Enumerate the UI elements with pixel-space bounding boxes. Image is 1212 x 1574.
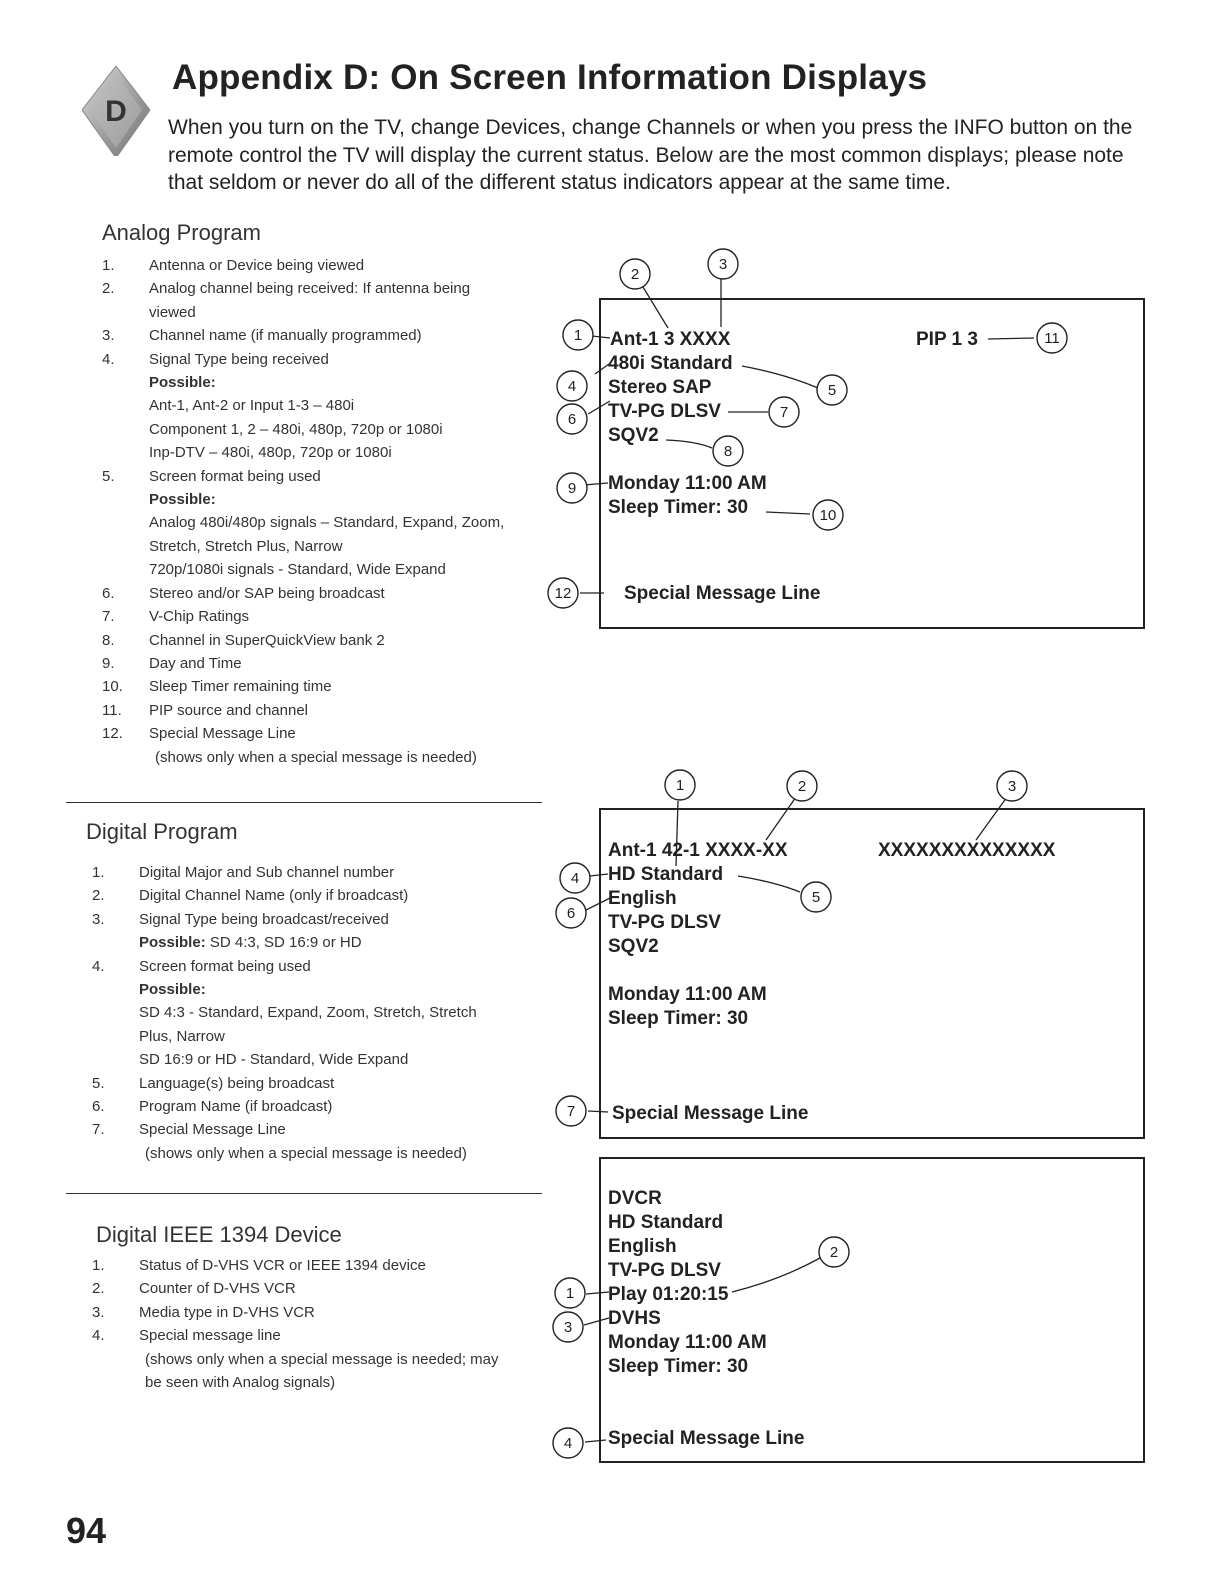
leader-line <box>584 1318 609 1325</box>
callout-screen3-3 <box>553 1312 583 1342</box>
callout-screen1-9 <box>557 473 587 503</box>
list-item-value: Ant-1, Ant-2 or Input 1-3 – 480i <box>149 397 355 415</box>
list-item-number: 6. <box>102 584 115 602</box>
callout-screen1-1 <box>563 320 593 350</box>
list-item-number: 1. <box>102 257 115 274</box>
list-item-value: Sleep Timer remaining time <box>149 678 332 696</box>
list-item-value: Program Name (if broadcast) <box>139 1098 333 1116</box>
callout-number: 1 <box>675 777 685 794</box>
list-item-number: 3. <box>92 1303 105 1321</box>
list-item-number: 4. <box>92 1327 105 1345</box>
leader-line <box>742 366 818 388</box>
callout-number: 3 <box>1007 778 1017 795</box>
callout-number: 6 <box>566 905 576 922</box>
s1-audio: Stereo SAP <box>608 377 712 398</box>
s2-sleep-timer: Sleep Timer: 30 <box>608 1008 749 1029</box>
callout-screen1-7 <box>769 397 799 427</box>
leader-line <box>988 338 1034 339</box>
callout-number: 3 <box>718 256 728 273</box>
list-item-number: 5. <box>92 1074 105 1092</box>
callout-number: 7 <box>779 404 789 421</box>
leader-line <box>732 1258 820 1292</box>
leader-line <box>588 401 610 414</box>
list-item-number: 5. <box>102 467 115 485</box>
callout-number: 4 <box>563 1435 573 1452</box>
list-item-value: Special Message Line <box>139 1121 286 1139</box>
list-item-value: Signal Type being received <box>149 350 329 368</box>
callout-number: 2 <box>797 778 807 795</box>
badge-letter: D <box>105 95 127 128</box>
callout-screen3-4 <box>553 1428 583 1458</box>
callout-number: 1 <box>565 1285 575 1302</box>
s1-signal-format: 480i Standard <box>608 353 733 374</box>
callout-screen2-7 <box>556 1096 586 1126</box>
callout-screen1-8 <box>713 436 743 466</box>
list-item-number: 11. <box>102 701 122 719</box>
list-item-value: Special message line <box>139 1327 281 1345</box>
list-item-value: Language(s) being broadcast <box>139 1074 335 1092</box>
s1-pip: PIP 1 3 <box>916 329 978 350</box>
list-item-value: Screen format being used <box>139 957 311 975</box>
digital-heading: Digital Program <box>86 819 238 844</box>
list-item-value: Digital Major and Sub channel number <box>139 864 395 881</box>
callout-number: 3 <box>563 1319 573 1336</box>
list-item-value: Counter of D-VHS VCR <box>139 1280 296 1298</box>
leader-line <box>590 874 608 876</box>
list-item-value: Analog channel being received: If antenna being viewed <box>149 280 471 321</box>
callout-number: 4 <box>567 378 577 395</box>
leader-line <box>643 287 668 328</box>
callout-screen2-2 <box>787 771 817 801</box>
leader-lines <box>580 278 1034 1442</box>
list-item-value: Day and Time <box>149 654 242 672</box>
s2-special-message: Special Message Line <box>612 1103 809 1124</box>
list-item-value: SD 4:3 - Standard, Expand, Zoom, Stretch, Stretch Plus, Narrow <box>139 1004 477 1045</box>
callout-screen1-4 <box>557 371 587 401</box>
callout-screen1-5 <box>817 375 847 405</box>
list-item-value: Component 1, 2 – 480i, 480p, 720p or 1080i <box>149 420 443 438</box>
s3-counter: Play 01:20:15 <box>608 1284 729 1305</box>
s3-language: English <box>608 1236 677 1257</box>
list-item-value: Signal Type being broadcast/received <box>139 910 389 928</box>
callout-screen2-4 <box>560 863 590 893</box>
list-item-value: Status of D-VHS VCR or IEEE 1394 device <box>139 1257 426 1274</box>
list-item-value: Antenna or Device being viewed <box>149 257 365 274</box>
s3-device: DVCR <box>608 1188 662 1209</box>
leader-line <box>595 364 609 374</box>
list-item-value: (shows only when a special message is needed) <box>145 1144 467 1162</box>
leader-line <box>585 1440 606 1442</box>
callout-screen3-2 <box>819 1237 849 1267</box>
possible-label: Possible: <box>139 981 206 999</box>
list-item-value: Channel name (if manually programmed) <box>149 327 422 345</box>
list-item-value: (shows only when a special message is needed; may be seen with Analog signals) <box>145 1350 499 1392</box>
callout-number: 8 <box>723 443 733 460</box>
list-item-number: 2. <box>102 280 115 298</box>
leader-line <box>766 512 810 514</box>
list-item-number: 3. <box>92 910 105 928</box>
list-item-value: SD 4:3, SD 16:9 or HD <box>205 934 362 952</box>
s2-rating: TV-PG DLSV <box>608 912 721 933</box>
possible-label: Possible: <box>139 934 206 952</box>
callout-screen1-11 <box>1037 323 1067 353</box>
list-item-number: 12. <box>102 725 123 743</box>
s2-program-name: XXXXXXXXXXXXXX <box>878 840 1056 861</box>
list-item-value: V-Chip Ratings <box>149 608 250 626</box>
s1-rating: TV-PG DLSV <box>608 401 721 422</box>
s2-antenna-channel: Ant-1 42-1 XXXX-XX <box>608 840 788 861</box>
intro-paragraph: When you turn on the TV, change Devices, change Channels or when you press the INFO button on the remote control the TV will display the current status. Below are the most common displays; please note that seldom or never do all of the different status indicators appear at the same time. <box>168 116 1133 194</box>
list-item-value: Channel in SuperQuickView bank 2 <box>149 631 385 649</box>
leader-line <box>588 1111 608 1112</box>
list-item-value: 720p/1080i signals - Standard, Wide Expand <box>149 561 446 579</box>
possible-label: Possible: <box>149 374 216 392</box>
list-item-value: Analog 480i/480p signals – Standard, Expand, Zoom, Stretch, Stretch Plus, Narrow <box>149 514 505 555</box>
leader-line <box>586 898 610 910</box>
callout-number: 2 <box>630 266 640 283</box>
leader-line <box>586 1292 609 1294</box>
list-item-value: Stereo and/or SAP being broadcast <box>149 584 385 602</box>
list-item-number: 2. <box>92 1280 105 1298</box>
callout-number: 7 <box>566 1103 576 1120</box>
leader-line <box>676 801 678 866</box>
callout-number: 4 <box>570 870 580 887</box>
callout-screen2-1 <box>665 770 695 800</box>
s3-sleep-timer: Sleep Timer: 30 <box>608 1356 749 1377</box>
callout-screen1-12 <box>548 578 578 608</box>
list-item-value: Screen format being used <box>149 467 321 485</box>
s2-signal-format: HD Standard <box>608 864 724 885</box>
page-number: 94 <box>66 1510 107 1551</box>
callout-screen1-2 <box>620 259 650 289</box>
list-item-number: 8. <box>102 631 115 649</box>
list-item-value: Media type in D-VHS VCR <box>139 1303 315 1321</box>
s2-language: English <box>608 888 677 909</box>
callout-number: 5 <box>811 889 821 906</box>
s3-rating: TV-PG DLSV <box>608 1260 721 1281</box>
list-item-value: Inp-DTV – 480i, 480p, 720p or 1080i <box>149 444 392 462</box>
list-item-number: 1. <box>92 1257 105 1274</box>
list-item-number: 3. <box>102 327 115 345</box>
callout-number: 11 <box>1044 330 1060 347</box>
s2-sqv: SQV2 <box>608 936 659 957</box>
ieee-heading: Digital IEEE 1394 Device <box>96 1222 342 1247</box>
callout-number: 9 <box>567 480 577 497</box>
s1-sqv: SQV2 <box>608 425 659 446</box>
callout-screen3-1 <box>555 1278 585 1308</box>
callout-number: 10 <box>819 507 837 524</box>
list-item-value: (shows only when a special message is needed) <box>155 748 477 766</box>
list-item-number: 4. <box>92 957 105 975</box>
s1-special-message: Special Message Line <box>624 583 821 604</box>
callout-number: 5 <box>827 382 837 399</box>
list-item-number: 10. <box>102 678 123 696</box>
leader-line <box>738 876 800 892</box>
leader-line <box>666 440 712 448</box>
s3-media: DVHS <box>608 1308 661 1329</box>
callout-number: 1 <box>573 327 583 344</box>
list-item-value: Digital Channel Name (only if broadcast) <box>139 887 409 905</box>
s3-signal-format: HD Standard <box>608 1212 724 1233</box>
list-item-number: 9. <box>102 654 115 672</box>
leader-line <box>592 336 610 338</box>
analog-heading: Analog Program <box>102 220 261 245</box>
callout-screen1-3 <box>708 249 738 279</box>
possible-label: Possible: <box>149 491 216 509</box>
list-item-number: 7. <box>92 1121 105 1139</box>
callout-screen2-5 <box>801 882 831 912</box>
list-item-value: SD 16:9 or HD - Standard, Wide Expand <box>139 1051 409 1069</box>
s1-antenna-channel: Ant-1 3 XXXX <box>610 329 731 350</box>
leader-line <box>766 797 796 840</box>
list-item-number: 6. <box>92 1098 105 1116</box>
page-title: Appendix D: On Screen Information Displays <box>172 58 928 97</box>
s3-special-message: Special Message Line <box>608 1428 805 1449</box>
callout-number: 6 <box>567 411 577 428</box>
s1-day-time: Monday 11:00 AM <box>608 473 767 494</box>
callout-number: 12 <box>554 585 572 602</box>
callout-screen2-3 <box>997 771 1027 801</box>
list-item-value: PIP source and channel <box>149 701 309 719</box>
leader-line <box>976 797 1007 840</box>
callout-screen1-6 <box>557 404 587 434</box>
list-item-number: 1. <box>92 864 105 881</box>
s1-sleep-timer: Sleep Timer: 30 <box>608 497 749 518</box>
callout-screen1-10 <box>813 500 843 530</box>
s3-day-time: Monday 11:00 AM <box>608 1332 767 1353</box>
list-item-value: Special Message Line <box>149 725 296 743</box>
list-item-number: 2. <box>92 887 105 905</box>
list-item-number: 7. <box>102 608 115 626</box>
leader-line <box>584 483 608 485</box>
callout-number: 2 <box>829 1244 839 1261</box>
callout-screen2-6 <box>556 898 586 928</box>
list-item-number: 4. <box>102 350 115 368</box>
s2-day-time: Monday 11:00 AM <box>608 984 767 1005</box>
